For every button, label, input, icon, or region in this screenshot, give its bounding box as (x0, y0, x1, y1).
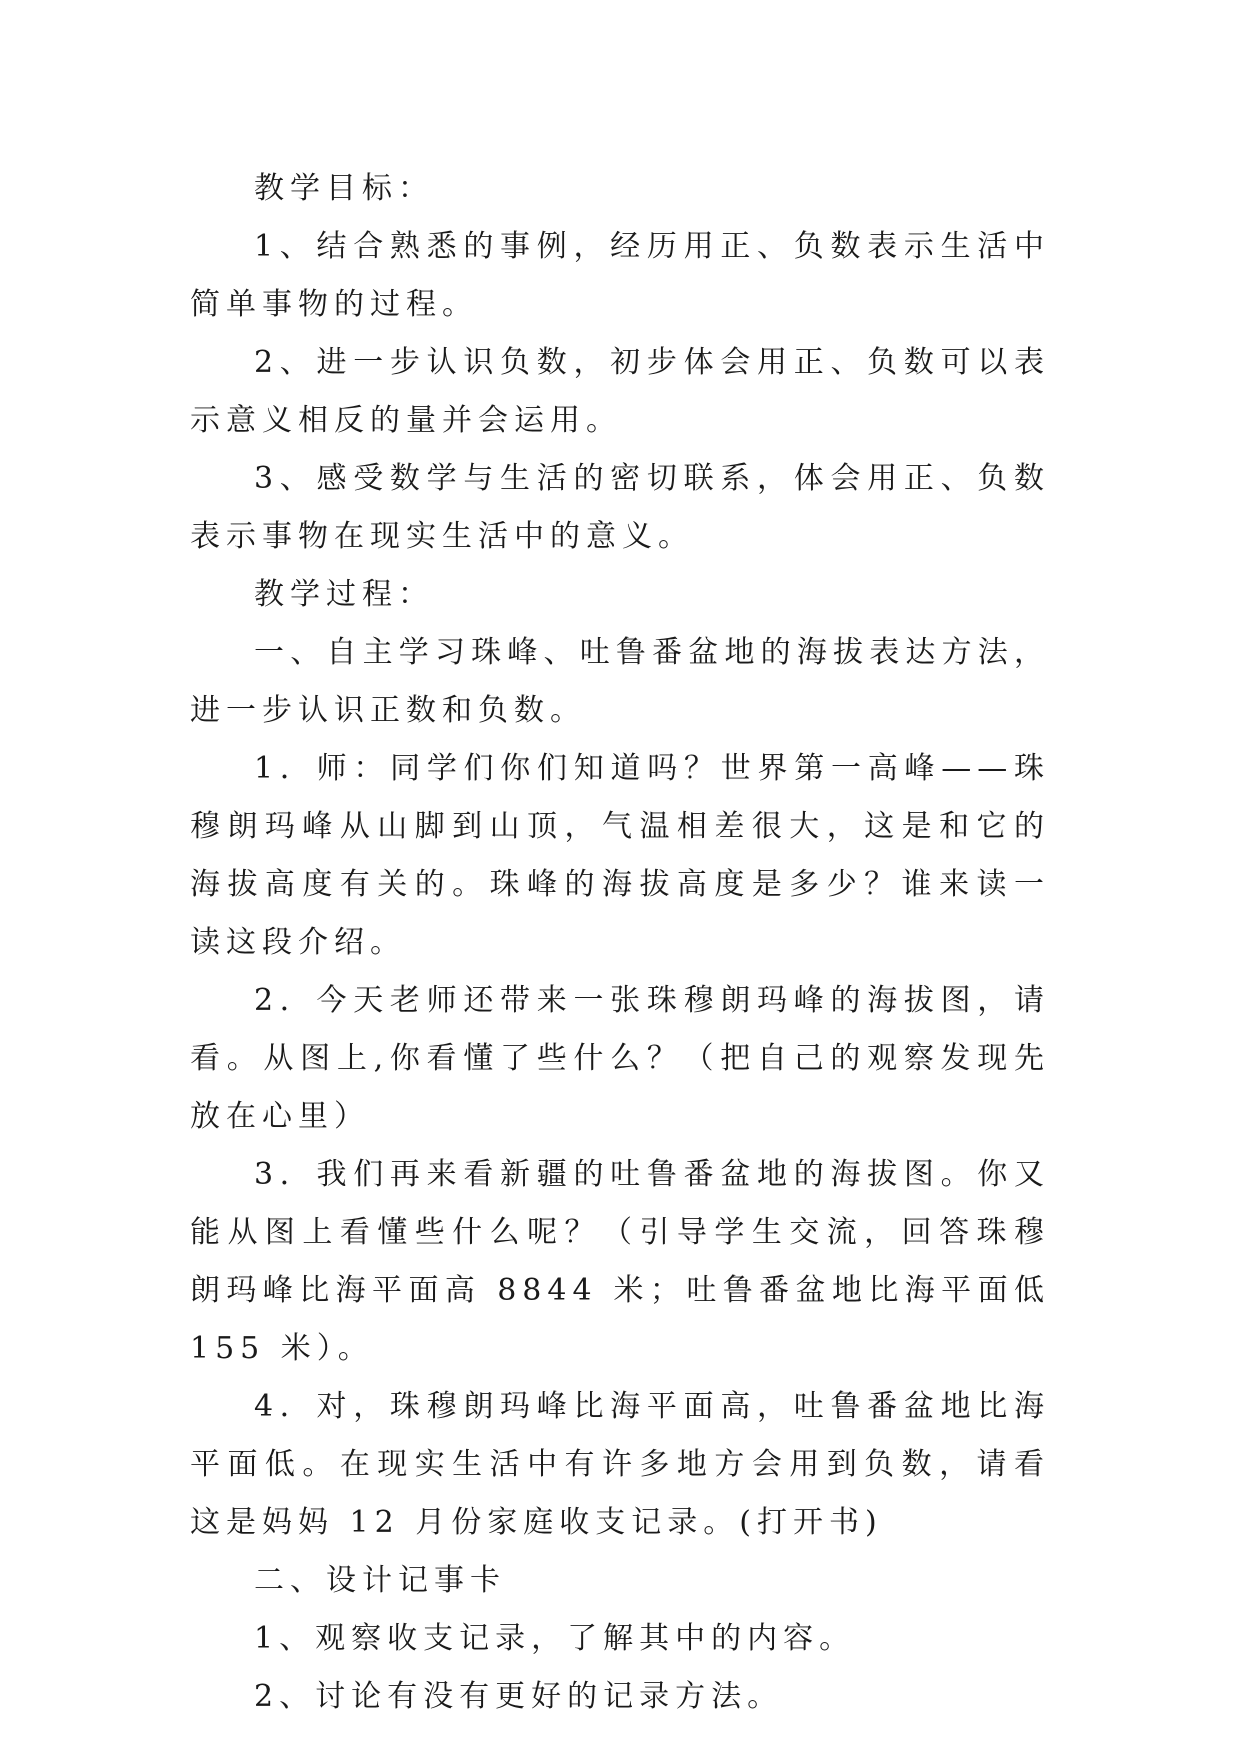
section-2-title: 二、设计记事卡 (254, 1563, 506, 1598)
goal-3: 3、感受数学与生活的密切联系，体会用正、负数表示事物在现实生活中的意义。 (190, 461, 1050, 554)
step-1: 1．师：同学们你们知道吗？世界第一高峰——珠穆朗玛峰从山脚到山顶，气温相差很大，这是和它的海拔高度有关的。珠峰的海拔高度是多少？谁来读一读这段介绍。 (190, 751, 1050, 960)
section-2-item-1: 1、观察收支记录，了解其中的内容。 (254, 1621, 856, 1656)
heading-teaching-goals: 教学目标： (254, 171, 434, 206)
step-3: 3．我们再来看新疆的吐鲁番盆地的海拔图。你又能从图上看懂些什么呢？（引导学生交流，回答珠穆朗玛峰比海平面高 8844 米；吐鲁番盆地比海平面低 155 米）。 (190, 1157, 1050, 1366)
heading-teaching-process: 教学过程： (254, 577, 434, 612)
step-2: 2．今天老师还带来一张珠穆朗玛峰的海拔图，请看。从图上,你看懂了些什么？（把自己的观察发现先放在心里） (190, 983, 1050, 1134)
document-page (190, 160, 1050, 1726)
goal-2: 2、进一步认识负数，初步体会用正、负数可以表示意义相反的量并会运用。 (190, 345, 1050, 438)
step-4: 4．对，珠穆朗玛峰比海平面高，吐鲁番盆地比海平面低。在现实生活中有许多地方会用到负数，请看这是妈妈 12 月份家庭收支记录。(打开书) (190, 1389, 1050, 1540)
section-2-item-2: 2、讨论有没有更好的记录方法。 (254, 1679, 784, 1714)
section-1-title: 一、自主学习珠峰、吐鲁番盆地的海拔表达方法，进一步认识正数和负数。 (190, 635, 1050, 728)
goal-1: 1、结合熟悉的事例，经历用正、负数表示生活中简单事物的过程。 (190, 229, 1050, 322)
